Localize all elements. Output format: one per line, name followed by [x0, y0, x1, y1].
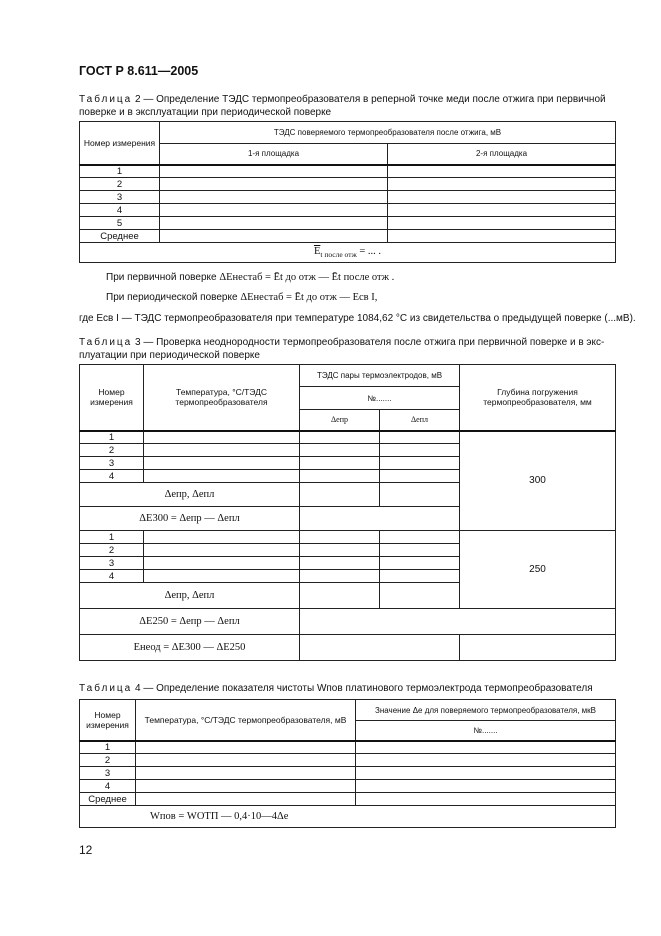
t4-header-measure: Номер измерения: [80, 700, 136, 741]
t3-depth-300: 300: [460, 431, 616, 531]
table3-caption-label: Таблица: [79, 337, 133, 348]
t4-cell: [136, 754, 356, 767]
t4-cell: [136, 793, 356, 806]
t2-cell: [160, 204, 388, 217]
t3-diff-b: ΔE250 = Δeпр — Δeпл: [80, 609, 300, 635]
t3-final: Eнеод = ΔE300 — ΔE250: [80, 635, 300, 661]
t3-cell: [380, 557, 460, 570]
t3-cell: [300, 635, 460, 661]
t2-row-num: 4: [80, 204, 160, 217]
t2-row-num: 1: [80, 165, 160, 178]
t2-cell: [388, 217, 616, 230]
t3-cell: [300, 544, 380, 557]
table4-caption-label: Таблица: [79, 683, 133, 694]
t3-row-num: 4: [80, 570, 144, 583]
table3-caption-line2: плуатации при периодической поверке: [79, 350, 260, 361]
t3-cell: [300, 507, 460, 531]
table2-caption: [79, 93, 606, 119]
t2-cell: [160, 217, 388, 230]
t3-cell: [300, 609, 616, 635]
t3-cell: [300, 583, 380, 609]
t3-row-num: 3: [80, 457, 144, 470]
t4-header-temp: Температура, °С/ТЭДС термопреобразователя, мВ: [136, 700, 356, 741]
t2-cell: [160, 165, 388, 178]
t3-header-de-pr: Δeпр: [300, 410, 380, 431]
t2-footer-formula: $\overline{E}_{t после отж}$ = ... .: [80, 243, 616, 263]
t2-header-measure: Номер измерения: [80, 122, 160, 165]
t2-header-site2: 2-я площадка: [388, 144, 616, 165]
t4-cell: [356, 793, 616, 806]
t3-cell: [144, 570, 300, 583]
table2-caption-text: 2 — Определение ТЭДС термопреобразователя в реперной точке меди после отжига при первичной: [135, 94, 606, 105]
t3-row-num: 1: [80, 431, 144, 444]
t2-cell: [160, 178, 388, 191]
t3-cell: [300, 470, 380, 483]
table3-caption: [79, 336, 604, 362]
t3-cell: [380, 570, 460, 583]
t3-header-pair: ТЭДС пары термоэлектродов, мВ: [300, 365, 460, 387]
t3-cell: [380, 483, 460, 507]
t3-cell: [380, 431, 460, 444]
t4-cell: [136, 780, 356, 793]
t2-header-group: ТЭДС поверяемого термопреобразователя после отжига, мВ: [160, 122, 616, 144]
t3-cell: [300, 444, 380, 457]
t4-cell: [356, 741, 616, 754]
t3-header-temp: Температура, °С/ТЭДС термопреобразователя: [144, 365, 300, 431]
table4: [79, 699, 616, 828]
t4-row-num: 3: [80, 767, 136, 780]
t3-cell: [300, 457, 380, 470]
table2-caption-line2: поверке и в эксплуатации при периодической поверке: [79, 107, 332, 118]
t3-cell: [380, 457, 460, 470]
t2-cell: [160, 191, 388, 204]
t3-cell: [144, 431, 300, 444]
t3-row-num: 1: [80, 531, 144, 544]
t4-header-value: Значение Δe для поверяемого термопреобразователя, мкВ: [356, 700, 616, 721]
t2-row-num: 3: [80, 191, 160, 204]
t3-row-num: 2: [80, 544, 144, 557]
table4-caption: [79, 682, 593, 695]
t4-cell: [356, 780, 616, 793]
t3-depth-250: 250: [460, 531, 616, 609]
t4-header-no: №.......: [356, 721, 616, 741]
t4-avg-label: Среднее: [80, 793, 136, 806]
t3-diff-a: ΔE300 = Δeпр — Δeпл: [80, 507, 300, 531]
t2-cell: [388, 204, 616, 217]
t4-row-num: 2: [80, 754, 136, 767]
t3-cell: [144, 470, 300, 483]
t3-avg-a: Δeпр, Δeпл: [80, 483, 300, 507]
t2-header-site1: 1-я площадка: [160, 144, 388, 165]
t2-cell: [388, 230, 616, 243]
t4-cell: [136, 741, 356, 754]
t2-cell: [160, 230, 388, 243]
t2-row-num: 2: [80, 178, 160, 191]
t3-header-no: №.......: [300, 387, 460, 410]
t4-formula: Wпов = WОТП — 0,4·10—4Δe: [80, 806, 616, 828]
table3: [79, 364, 616, 661]
t3-cell: [380, 544, 460, 557]
t3-cell: [300, 531, 380, 544]
t4-cell: [356, 767, 616, 780]
t3-cell: [144, 557, 300, 570]
t3-cell: [144, 457, 300, 470]
t4-row-num: 1: [80, 741, 136, 754]
t4-cell: [136, 767, 356, 780]
t2-cell: [388, 165, 616, 178]
formula-where: где Eсв I — ТЭДС термопреобразователя при температуре 1084,62 °С из свидетельства о предыдущей поверке (...мВ).: [79, 313, 636, 324]
table2-caption-label: Таблица: [79, 94, 133, 105]
t3-header-measure: Номер измерения: [80, 365, 144, 431]
t3-avg-b: Δeпр, Δeпл: [80, 583, 300, 609]
table2: [79, 121, 616, 263]
t3-cell: [300, 431, 380, 444]
formula-primary: При первичной поверке ΔEнестаб = Ēt до отж — Ēt после отж .: [106, 272, 395, 283]
formula-periodic: При периодической поверке ΔEнестаб = Ēt до отж — Eсв I,: [106, 292, 378, 303]
page-number: 12: [79, 843, 93, 857]
t3-row-num: 4: [80, 470, 144, 483]
t3-cell: [144, 544, 300, 557]
table4-caption-text: 4 — Определение показателя чистоты Wпов платинового термоэлектрода термопреобразователя: [135, 683, 593, 694]
t3-cell: [300, 557, 380, 570]
t3-cell: [380, 444, 460, 457]
t3-header-depth: Глубина погружения термопреобразователя, мм: [460, 365, 616, 431]
t3-cell: [380, 531, 460, 544]
t3-cell: [300, 483, 380, 507]
t3-cell: [144, 444, 300, 457]
t3-cell: [460, 635, 616, 661]
t4-row-num: 4: [80, 780, 136, 793]
t3-header-de-pl: Δeпл: [380, 410, 460, 431]
document-code: ГОСТ Р 8.611—2005: [79, 64, 199, 78]
t3-row-num: 2: [80, 444, 144, 457]
table3-caption-text: 3 — Проверка неоднородности термопреобразователя после отжига при первичной поверке и в экс-: [135, 337, 605, 348]
t2-row-num: 5: [80, 217, 160, 230]
t3-cell: [300, 570, 380, 583]
t2-cell: [388, 178, 616, 191]
t4-cell: [356, 754, 616, 767]
t2-avg-label: Среднее: [80, 230, 160, 243]
t2-cell: [388, 191, 616, 204]
t3-cell: [380, 583, 460, 609]
t3-row-num: 3: [80, 557, 144, 570]
t3-cell: [144, 531, 300, 544]
t3-cell: [380, 470, 460, 483]
